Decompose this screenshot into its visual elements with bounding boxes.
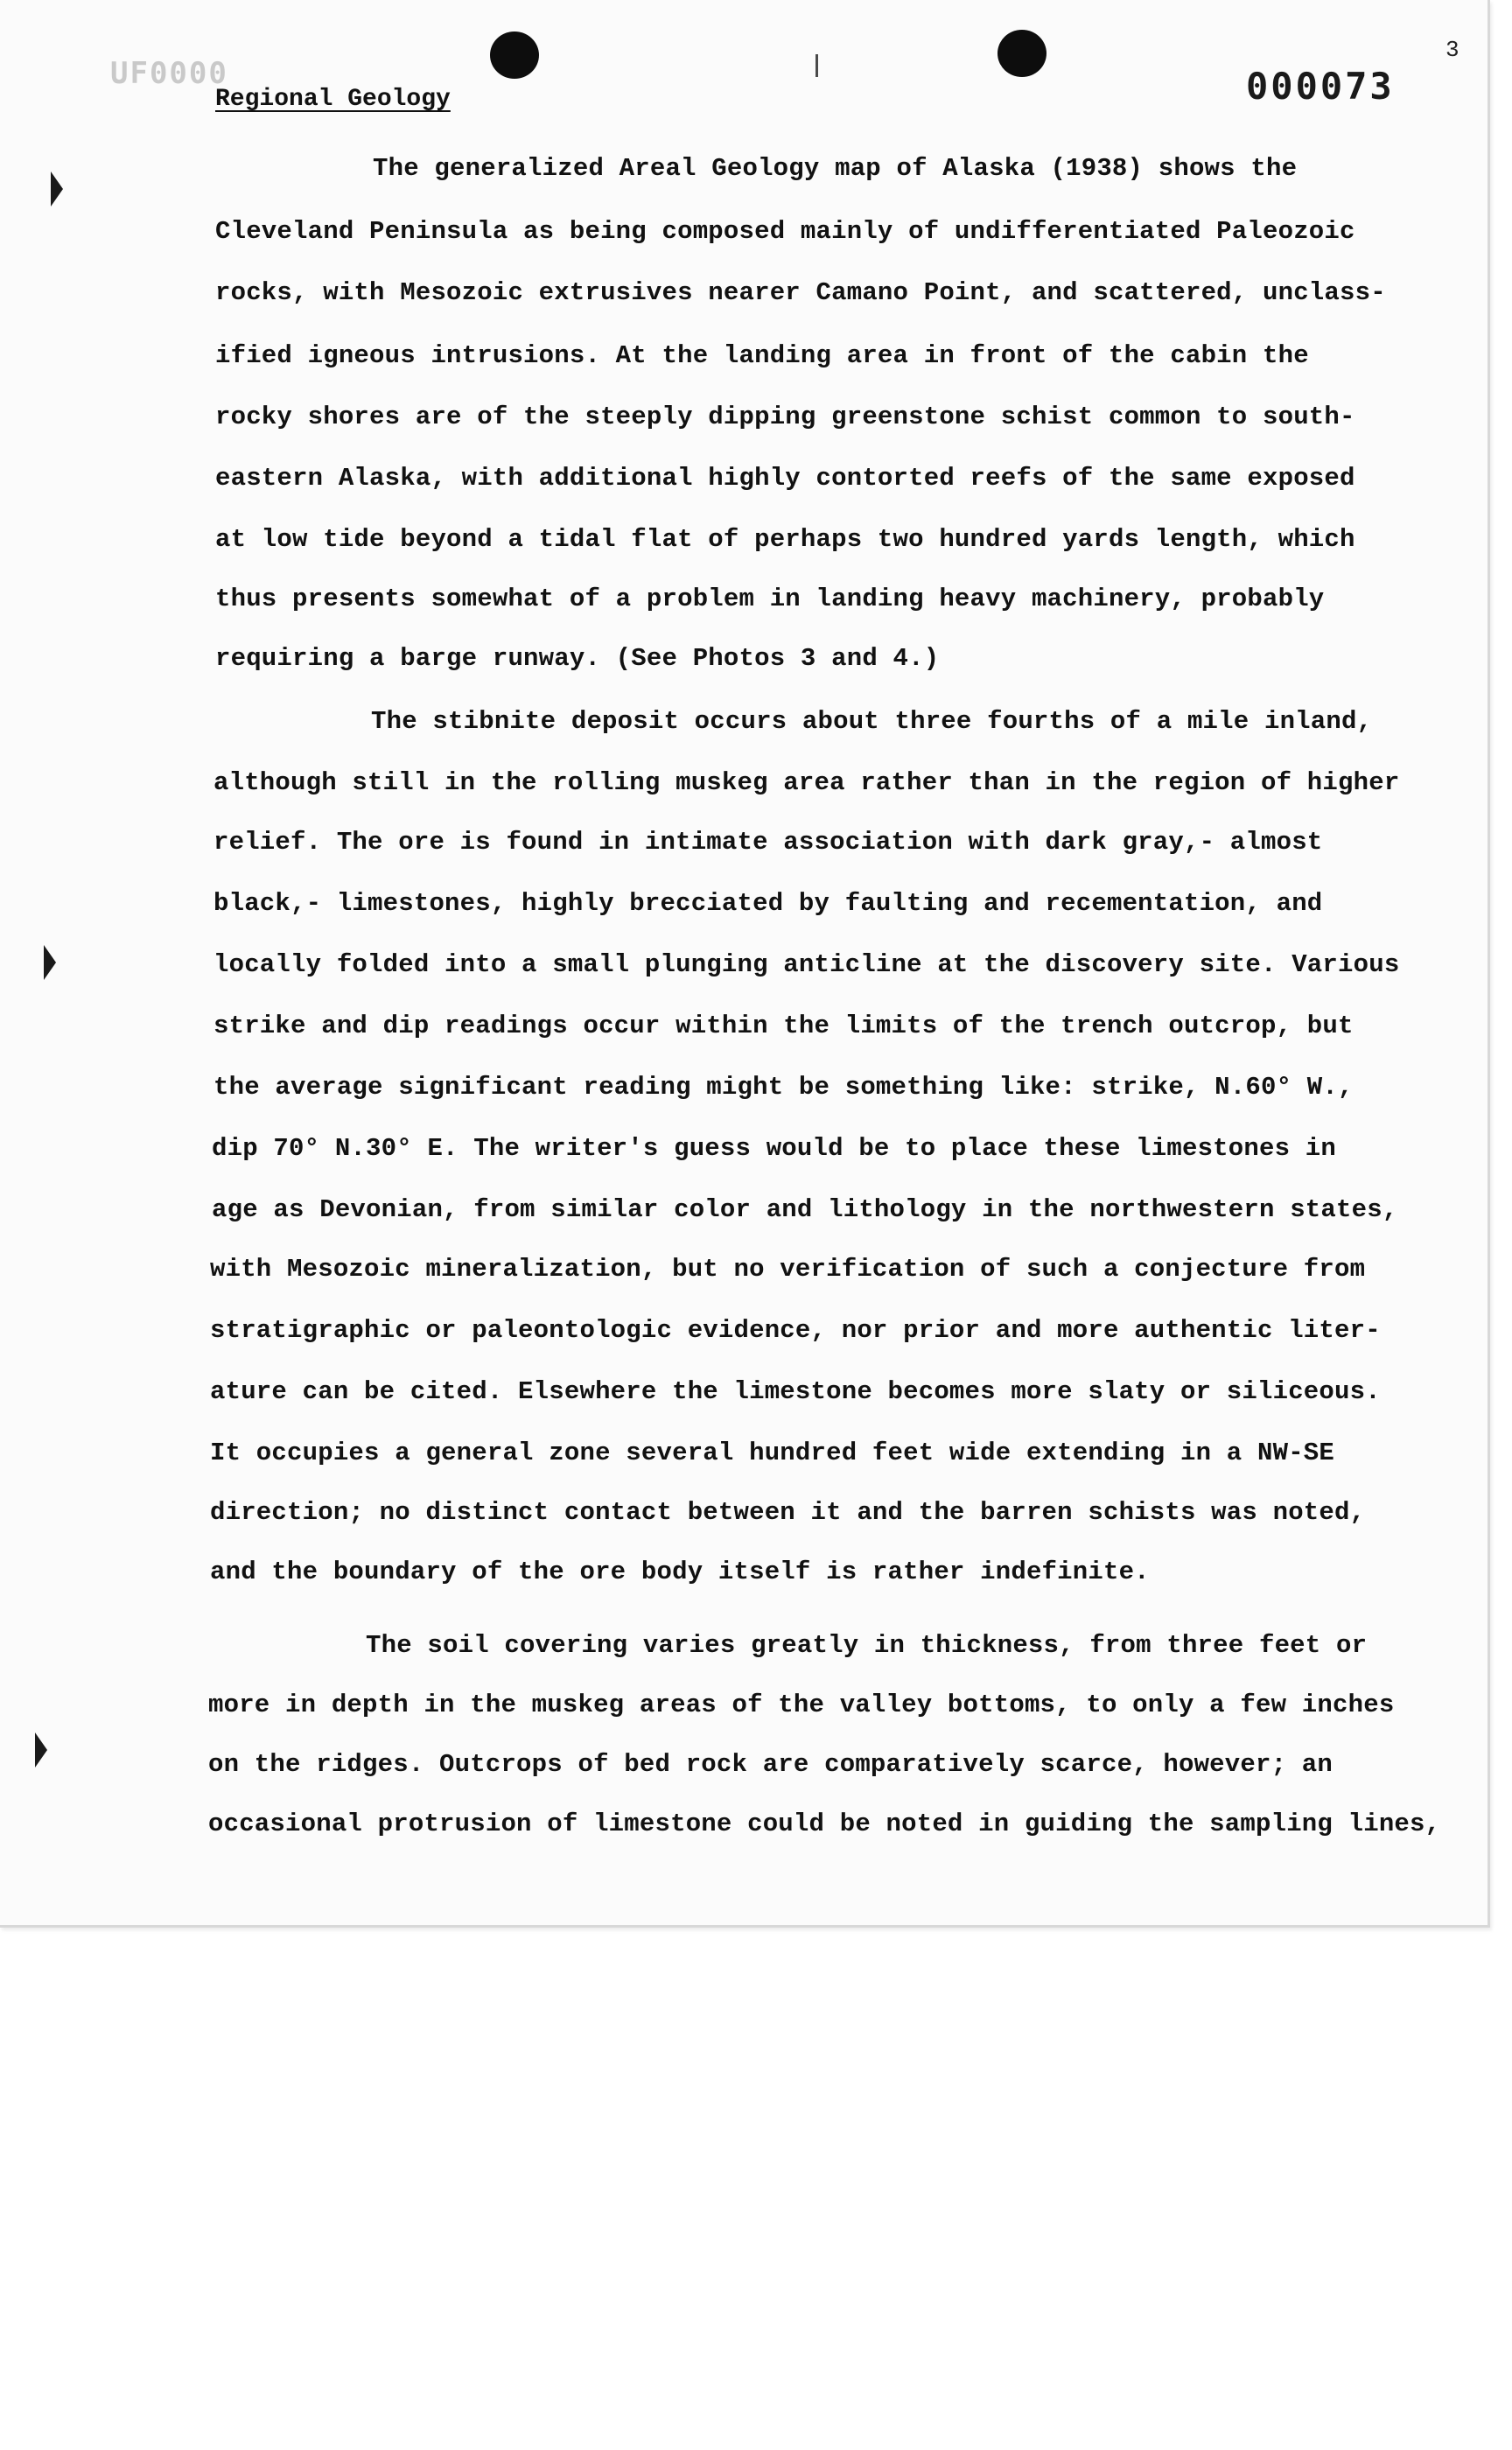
- punch-hole: [490, 32, 539, 79]
- margin-marker-icon: [35, 1732, 47, 1768]
- text-line: ified igneous intrusions. At the landing area in front of the cabin the: [215, 341, 1309, 370]
- text-line: rocks, with Mesozoic extrusives nearer Camano Point, and scattered, unclass-: [215, 278, 1386, 307]
- text-line: and the boundary of the ore body itself is rather indefinite.: [210, 1558, 1150, 1586]
- text-line: dip 70° N.30° E. The writer's guess would be to place these limestones in: [212, 1134, 1337, 1163]
- document-number: 000073: [1246, 65, 1395, 108]
- section-title: Regional Geology: [215, 86, 451, 113]
- text-line: eastern Alaska, with additional highly contorted reefs of the same exposed: [215, 464, 1355, 493]
- text-line: ature can be cited. Elsewhere the limestone becomes more slaty or siliceous.: [210, 1377, 1381, 1406]
- margin-marker-icon: [51, 172, 63, 206]
- text-line: The stibnite deposit occurs about three fourths of a mile inland,: [371, 707, 1373, 736]
- punch-hole: [998, 30, 1046, 77]
- text-line: rocky shores are of the steeply dipping greenstone schist common to south-: [215, 402, 1355, 431]
- text-line: thus presents somewhat of a problem in landing heavy machinery, probably: [215, 584, 1325, 613]
- text-line: although still in the rolling muskeg area rather than in the region of higher: [214, 768, 1400, 797]
- text-line: stratigraphic or paleontologic evidence, nor prior and more authentic liter-: [210, 1316, 1381, 1345]
- text-line: The soil covering varies greatly in thickness, from three feet or: [366, 1631, 1368, 1660]
- text-line: more in depth in the muskeg areas of the valley bottoms, to only a few inches: [208, 1690, 1395, 1719]
- text-line: Cleveland Peninsula as being composed mainly of undifferentiated Paleozoic: [215, 217, 1355, 246]
- text-line: with Mesozoic mineralization, but no verification of such a conjecture from: [210, 1255, 1366, 1284]
- pencil-mark: [816, 54, 818, 77]
- text-line: on the ridges. Outcrops of bed rock are comparatively scarce, however; an: [208, 1750, 1334, 1779]
- text-line: It occupies a general zone several hundred feet wide extending in a NW-SE: [210, 1438, 1335, 1467]
- text-line: the average significant reading might be something like: strike, N.60° W.,: [214, 1073, 1354, 1102]
- text-line: at low tide beyond a tidal flat of perhaps two hundred yards length, which: [215, 525, 1355, 554]
- text-line: black,- limestones, highly brecciated by faulting and recementation, and: [214, 889, 1323, 918]
- text-line: locally folded into a small plunging anticline at the discovery site. Various: [214, 950, 1400, 979]
- text-line: strike and dip readings occur within the limits of the trench outcrop, but: [214, 1012, 1354, 1040]
- text-line: occasional protrusion of limestone could be noted in guiding the sampling lines,: [208, 1810, 1441, 1838]
- margin-marker-icon: [44, 945, 56, 980]
- text-line: age as Devonian, from similar color and lithology in the northwestern states,: [212, 1195, 1398, 1224]
- faded-stamp: UF0000: [110, 56, 228, 91]
- text-line: requiring a barge runway. (See Photos 3 and 4.): [215, 644, 940, 673]
- text-line: The generalized Areal Geology map of Alaska (1938) shows the: [373, 154, 1298, 183]
- text-line: relief. The ore is found in intimate association with dark gray,- almost: [214, 828, 1323, 857]
- text-line: direction; no distinct contact between it and the barren schists was noted,: [210, 1498, 1366, 1527]
- page-number: 3: [1446, 37, 1460, 63]
